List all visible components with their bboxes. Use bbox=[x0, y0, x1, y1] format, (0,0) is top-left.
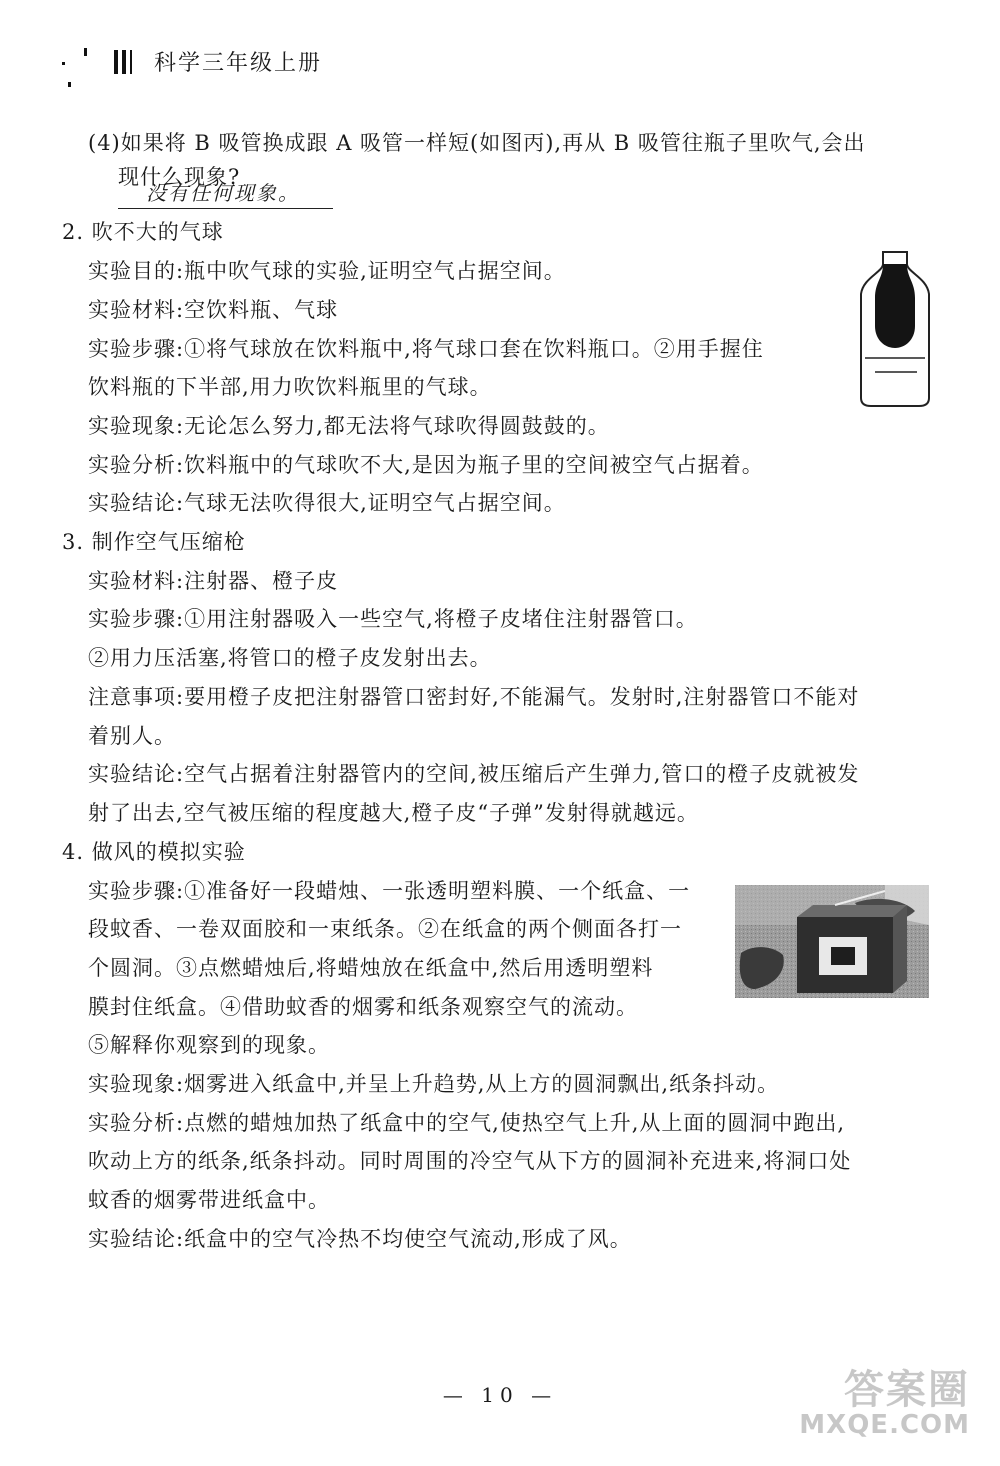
watermark-logo-text: 答案圈 bbox=[844, 1367, 970, 1413]
box-experiment-photo bbox=[735, 885, 929, 998]
q3-line: 着别人。 bbox=[88, 724, 176, 748]
q2-line: 实验分析:饮料瓶中的气球吹不大,是因为瓶子里的空间被空气占据着。 bbox=[88, 453, 764, 477]
q4-line: 实验分析:点燃的蜡烛加热了纸盒中的空气,使热空气上升,从上面的圆洞中跑出, bbox=[88, 1111, 846, 1135]
corner-mark bbox=[68, 82, 71, 87]
q3-line: 实验步骤:①用注射器吸入一些空气,将橙子皮堵住注射器管口。 bbox=[88, 607, 698, 631]
header-bars-icon bbox=[114, 50, 136, 78]
q3-line: 实验材料:注射器、橙子皮 bbox=[88, 569, 339, 593]
q2-line: 实验结论:气球无法吹得很大,证明空气占据空间。 bbox=[88, 491, 566, 515]
q1-part4-line1: (4)如果将 B 吸管换成跟 A 吸管一样短(如图丙),再从 B 吸管往瓶子里吹气,会出 bbox=[88, 131, 866, 155]
bottle-balloon-illustration bbox=[855, 248, 935, 408]
answer-text: 没有任何现象。 bbox=[146, 181, 300, 205]
q2-line: 实验材料:空饮料瓶、气球 bbox=[88, 298, 339, 322]
q2-line: 实验目的:瓶中吹气球的实验,证明空气占据空间。 bbox=[88, 259, 566, 283]
q2-line: 饮料瓶的下半部,用力吹饮料瓶里的气球。 bbox=[88, 375, 492, 399]
page-number: — 10 — bbox=[442, 1383, 558, 1407]
q2-heading: 2. 吹不大的气球 bbox=[62, 220, 224, 244]
answer-line bbox=[118, 178, 333, 209]
q2-line: 实验现象:无论怎么努力,都无法将气球吹得圆鼓鼓的。 bbox=[88, 414, 610, 438]
q4-line: 实验步骤:①准备好一段蜡烛、一张透明塑料膜、一个纸盒、一 bbox=[88, 879, 691, 903]
q3-heading: 3. 制作空气压缩枪 bbox=[62, 530, 246, 554]
q3-line: ②用力压活塞,将管口的橙子皮发射出去。 bbox=[88, 646, 492, 670]
q4-heading: 4. 做风的模拟实验 bbox=[62, 840, 246, 864]
q4-line: 实验结论:纸盒中的空气冷热不均使空气流动,形成了风。 bbox=[88, 1227, 632, 1251]
q3-line: 注意事项:要用橙子皮把注射器管口密封好,不能漏气。发射时,注射器管口不能对 bbox=[88, 685, 860, 709]
q4-line: 吹动上方的纸条,纸条抖动。同时周围的冷空气从下方的圆洞补充进来,将洞口处 bbox=[88, 1149, 852, 1173]
q4-line: 实验现象:烟雾进入纸盒中,并呈上升趋势,从上方的圆洞飘出,纸条抖动。 bbox=[88, 1072, 780, 1096]
corner-mark bbox=[62, 62, 65, 65]
q1-part4-line2: 现什么现象? bbox=[118, 165, 241, 189]
q4-line: 蚊香的烟雾带进纸盒中。 bbox=[88, 1188, 330, 1212]
header-title: 科学三年级上册 bbox=[154, 51, 323, 76]
site-watermark bbox=[740, 1358, 970, 1448]
q3-line: 实验结论:空气占据着注射器管内的空间,被压缩后产生弹力,管口的橙子皮就被发 bbox=[88, 762, 860, 786]
page-header bbox=[62, 40, 462, 84]
q4-line: ⑤解释你观察到的现象。 bbox=[88, 1033, 330, 1057]
watermark-url: MXQE.COM bbox=[799, 1410, 970, 1440]
q3-line: 射了出去,空气被压缩的程度越大,橙子皮“子弹”发射得就越远。 bbox=[88, 801, 699, 825]
corner-mark bbox=[84, 48, 87, 56]
q4-line: 膜封住纸盒。④借助蚊香的烟雾和纸条观察空气的流动。 bbox=[88, 995, 638, 1019]
q4-line: 段蚊香、一卷双面胶和一束纸条。②在纸盒的两个侧面各打一 bbox=[88, 917, 682, 941]
q2-line: 实验步骤:①将气球放在饮料瓶中,将气球口套在饮料瓶口。②用手握住 bbox=[88, 337, 764, 361]
q4-line: 个圆洞。③点燃蜡烛后,将蜡烛放在纸盒中,然后用透明塑料 bbox=[88, 956, 654, 980]
